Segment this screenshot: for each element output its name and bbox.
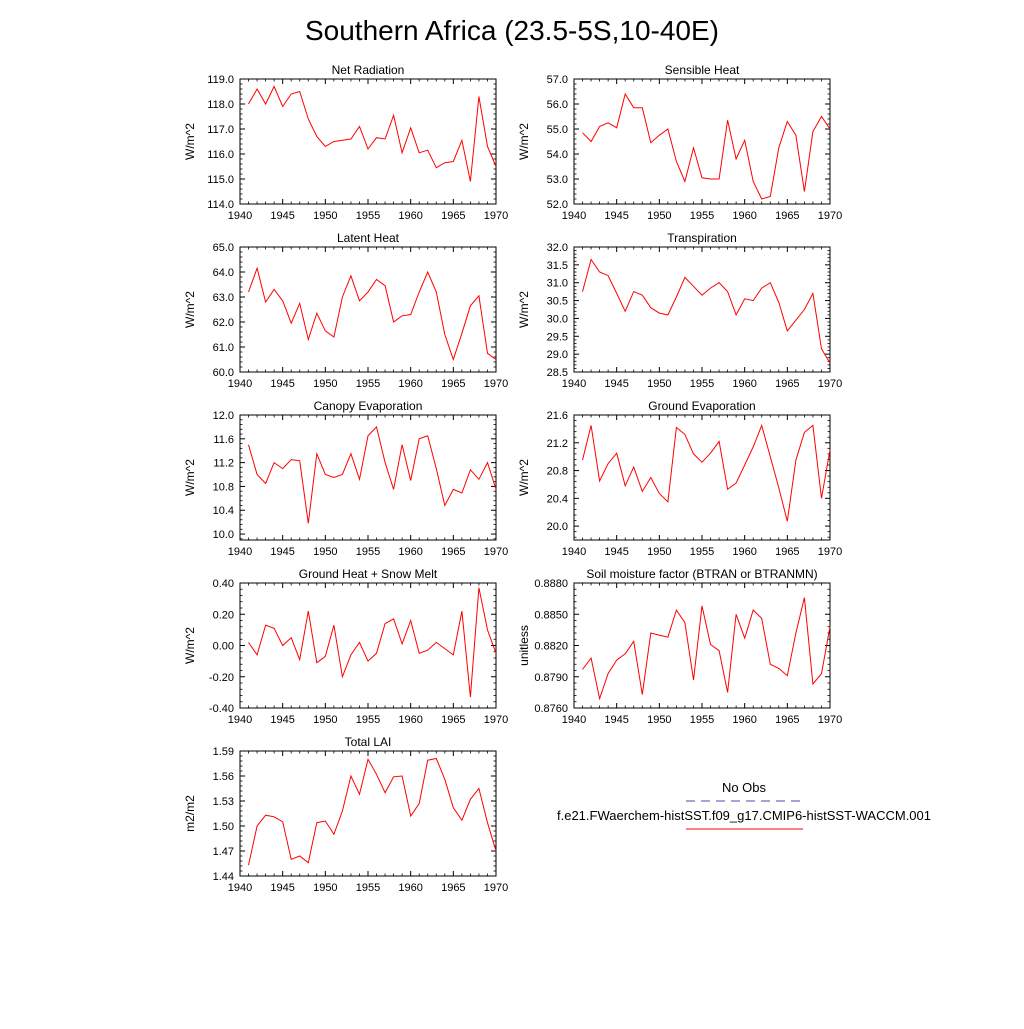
y-tick-label: 56.0	[546, 99, 568, 111]
x-tick-label: 1970	[817, 546, 843, 558]
y-tick-label: 1.53	[212, 796, 234, 808]
y-tick-label: 29.5	[546, 331, 568, 344]
chart-panel-1	[517, 63, 842, 222]
x-tick-label: 1960	[398, 210, 423, 222]
y-tick-label: 20.4	[546, 493, 568, 506]
x-tick-label: 1955	[689, 714, 715, 726]
x-tick-label: 1945	[270, 378, 295, 390]
x-tick-label: 1945	[604, 714, 629, 726]
x-tick-label: 1945	[604, 546, 629, 558]
y-tick-label: 29.0	[546, 349, 568, 362]
y-tick-label: 52.0	[546, 199, 568, 211]
panel-title: Ground Heat + Snow Melt	[298, 567, 438, 581]
panel-title: Soil moisture factor (BTRAN or BTRANMN)	[586, 567, 818, 581]
y-tick-label: 11.6	[213, 433, 234, 446]
x-tick-label: 1955	[355, 378, 381, 390]
panel-title: Sensible Heat	[664, 63, 740, 77]
y-tick-label: 0.8880	[534, 578, 568, 590]
y-axis-label: W/m^2	[517, 459, 531, 496]
y-axis-label: W/m^2	[183, 627, 197, 664]
x-tick-label: 1965	[775, 714, 800, 726]
x-tick-label: 1960	[732, 546, 757, 558]
y-axis-label: m2/m2	[183, 795, 197, 832]
y-axis-label: W/m^2	[183, 459, 197, 496]
y-tick-label: 0.8820	[534, 640, 568, 653]
legend-obs-label: No Obs	[721, 780, 767, 795]
y-tick-label: 0.20	[212, 609, 234, 622]
x-tick-label: 1965	[441, 378, 466, 390]
x-tick-label: 1950	[647, 210, 672, 222]
y-tick-label: 10.8	[212, 481, 234, 494]
x-tick-label: 1955	[355, 210, 381, 222]
y-tick-label: 55.0	[546, 124, 568, 136]
y-tick-label: 32.0	[546, 242, 568, 254]
x-tick-label: 1955	[689, 210, 715, 222]
y-tick-label: 11.2	[213, 457, 234, 470]
x-tick-label: 1960	[732, 714, 757, 726]
x-tick-label: 1960	[732, 378, 757, 390]
series-line	[249, 87, 497, 182]
panels	[183, 63, 842, 894]
x-tick-label: 1955	[689, 546, 715, 558]
y-tick-label: 20.8	[546, 465, 568, 478]
y-tick-label: 61.0	[212, 342, 234, 354]
x-tick-label: 1960	[398, 378, 423, 390]
y-tick-label: 30.5	[546, 295, 568, 308]
y-tick-label: 21.2	[546, 437, 568, 450]
x-tick-label: 1960	[398, 882, 423, 894]
series-line	[249, 427, 497, 523]
y-tick-label: -0.20	[208, 671, 234, 684]
y-axis-label: W/m^2	[517, 123, 531, 160]
y-tick-label: 0.8760	[534, 703, 568, 715]
x-tick-label: 1940	[561, 546, 587, 558]
x-tick-label: 1950	[647, 546, 672, 558]
x-tick-label: 1965	[775, 546, 800, 558]
y-tick-label: 10.4	[212, 505, 234, 518]
chart-panel-3	[517, 231, 842, 390]
chart-panel-6	[183, 567, 508, 726]
x-tick-label: 1965	[441, 882, 466, 894]
series-line	[583, 425, 831, 521]
y-tick-label: 1.44	[212, 871, 234, 883]
y-tick-label: 20.0	[546, 521, 568, 534]
chart-panel-0	[183, 63, 508, 222]
y-tick-label: 118.0	[207, 99, 234, 111]
y-tick-label: 12.0	[212, 410, 234, 422]
y-tick-label: 53.0	[546, 174, 568, 186]
x-tick-label: 1940	[227, 546, 253, 558]
x-tick-label: 1965	[775, 210, 800, 222]
x-tick-label: 1965	[441, 210, 466, 222]
y-tick-label: 63.0	[212, 292, 234, 304]
plot-frame	[574, 79, 830, 204]
y-tick-label: 1.56	[212, 771, 234, 783]
legend	[557, 780, 931, 829]
y-axis-label: W/m^2	[183, 291, 197, 328]
x-tick-label: 1960	[398, 714, 423, 726]
chart-panel-4	[183, 399, 508, 558]
y-tick-label: 114.0	[207, 199, 234, 211]
y-tick-label: 1.59	[212, 746, 234, 758]
x-tick-label: 1970	[483, 546, 509, 558]
chart-panel-5	[517, 399, 842, 558]
x-tick-label: 1945	[270, 882, 295, 894]
plot-frame	[574, 583, 830, 708]
x-tick-label: 1950	[647, 714, 672, 726]
y-tick-label: 119.0	[207, 74, 234, 86]
legend-model-label: f.e21.FWaerchem-histSST.f09_g17.CMIP6-histSST-WACCM.001	[557, 808, 931, 823]
y-tick-label: 57.0	[546, 74, 568, 86]
y-tick-label: 31.5	[546, 259, 568, 272]
x-tick-label: 1940	[227, 714, 253, 726]
x-tick-label: 1970	[817, 378, 843, 390]
series-line	[249, 268, 497, 359]
plot-frame	[240, 415, 496, 540]
series-line	[583, 260, 831, 364]
x-tick-label: 1950	[313, 882, 338, 894]
x-tick-label: 1940	[561, 714, 587, 726]
x-tick-label: 1950	[313, 378, 338, 390]
panel-title: Ground Evaporation	[648, 399, 756, 413]
y-tick-label: 62.0	[212, 317, 234, 329]
y-axis-label: unitless	[517, 625, 531, 666]
y-tick-label: 30.0	[546, 313, 568, 326]
panel-title: Transpiration	[667, 231, 737, 245]
plot-frame	[574, 247, 830, 372]
y-tick-label: 115.0	[207, 174, 234, 186]
x-tick-label: 1965	[441, 714, 466, 726]
y-tick-label: 116.0	[207, 149, 234, 161]
figure-title: Southern Africa (23.5-5S,10-40E)	[304, 15, 720, 46]
x-tick-label: 1955	[355, 546, 381, 558]
plot-frame	[240, 247, 496, 372]
y-tick-label: 64.0	[212, 267, 234, 279]
x-tick-label: 1950	[313, 210, 338, 222]
x-tick-label: 1970	[483, 882, 509, 894]
y-tick-label: 0.00	[212, 640, 234, 653]
x-tick-label: 1965	[775, 378, 800, 390]
x-tick-label: 1955	[689, 378, 715, 390]
x-tick-label: 1965	[441, 546, 466, 558]
y-tick-label: 1.50	[212, 821, 234, 833]
x-tick-label: 1970	[483, 210, 509, 222]
y-tick-label: 0.8850	[534, 609, 568, 622]
x-tick-label: 1950	[313, 546, 338, 558]
x-tick-label: 1945	[604, 210, 629, 222]
chart-panel-8	[183, 735, 508, 894]
series-line	[249, 759, 497, 866]
y-tick-label: 54.0	[546, 149, 568, 161]
x-tick-label: 1940	[227, 378, 253, 390]
plot-frame	[574, 415, 830, 540]
chart-panel-2	[183, 231, 508, 390]
x-tick-label: 1945	[270, 210, 295, 222]
x-tick-label: 1970	[483, 378, 509, 390]
y-axis-label: W/m^2	[517, 291, 531, 328]
x-tick-label: 1940	[227, 882, 253, 894]
x-tick-label: 1945	[270, 546, 295, 558]
x-tick-label: 1950	[647, 378, 672, 390]
x-tick-label: 1950	[313, 714, 338, 726]
x-tick-label: 1970	[483, 714, 509, 726]
x-tick-label: 1970	[817, 210, 843, 222]
x-tick-label: 1970	[817, 714, 843, 726]
panel-title: Total LAI	[344, 735, 392, 749]
x-tick-label: 1940	[561, 378, 587, 390]
series-line	[583, 94, 831, 199]
x-tick-label: 1955	[355, 882, 381, 894]
x-tick-label: 1940	[561, 210, 587, 222]
y-tick-label: 21.6	[546, 410, 568, 422]
y-tick-label: 1.47	[212, 846, 234, 858]
x-tick-label: 1940	[227, 210, 253, 222]
x-tick-label: 1960	[732, 210, 757, 222]
panel-title: Net Radiation	[331, 63, 405, 77]
y-tick-label: 28.5	[546, 367, 568, 379]
y-tick-label: 117.0	[207, 124, 234, 136]
panel-title: Canopy Evaporation	[313, 399, 423, 413]
series-line	[583, 598, 831, 699]
x-tick-label: 1945	[270, 714, 295, 726]
y-tick-label: 60.0	[212, 367, 234, 379]
panel-title: Latent Heat	[336, 231, 400, 245]
series-line	[249, 588, 497, 697]
x-tick-label: 1960	[398, 546, 423, 558]
x-tick-label: 1945	[604, 378, 629, 390]
y-axis-label: W/m^2	[183, 123, 197, 160]
y-tick-label: 0.8790	[534, 671, 568, 684]
y-tick-label: 31.0	[546, 277, 568, 290]
plot-frame	[240, 583, 496, 708]
y-tick-label: -0.40	[208, 703, 234, 715]
x-tick-label: 1955	[355, 714, 381, 726]
y-tick-label: 65.0	[212, 242, 234, 254]
chart-panel-7	[517, 567, 842, 726]
y-tick-label: 10.0	[212, 529, 234, 542]
y-tick-label: 0.40	[212, 578, 234, 590]
